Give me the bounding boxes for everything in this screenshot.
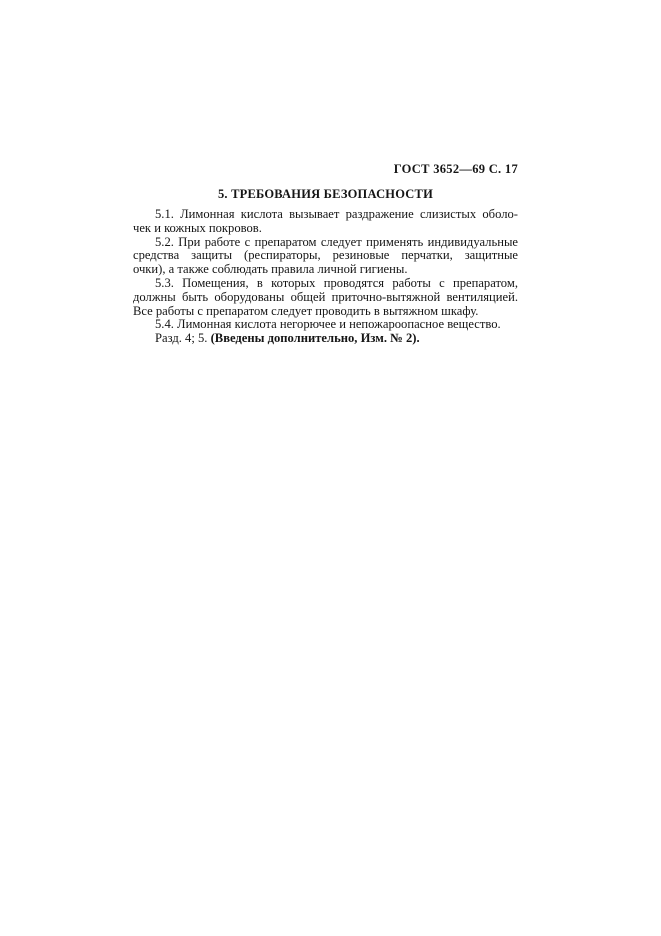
paragraph xyxy=(133,318,518,332)
page-content xyxy=(133,162,518,346)
document-body xyxy=(133,208,518,346)
paragraph-line: должны быть оборудованы общей приточно-вытяжной вентиляцией. xyxy=(133,289,518,304)
closing-line-regular: Разд. 4; 5. xyxy=(155,331,211,346)
paragraph-line: 5.2. При работе с препаратом следует применять индивидуальные xyxy=(155,234,518,249)
paragraph-line: 5.1. Лимонная кислота вызывает раздражение слизистых оболо- xyxy=(155,207,518,221)
closing-line-bold: (Введены дополнительно, Изм. № 2). xyxy=(210,331,420,346)
paragraph-line: средства защиты (респираторы, резиновые перчатки, защитные xyxy=(133,248,518,263)
paragraphs-container xyxy=(133,208,518,332)
paragraph xyxy=(133,277,518,318)
paragraph-line: Все работы с препаратом следует проводить в вытяжном шкафу. xyxy=(133,303,479,318)
paragraph-line: 5.3. Помещения, в которых проводятся работы с препаратом, xyxy=(155,275,518,290)
paragraph-line: очки), а также соблюдать правила личной гигиены. xyxy=(133,262,408,277)
page-header: ГОСТ 3652—69 С. 17 xyxy=(393,162,518,176)
closing-line xyxy=(133,332,518,346)
paragraph xyxy=(133,236,518,277)
section-heading: 5. ТРЕБОВАНИЯ БЕЗОПАСНОСТИ xyxy=(217,187,433,201)
paragraph xyxy=(133,208,518,236)
paragraph-line: 5.4. Лимонная кислота негорючее и непожароопасное вещество. xyxy=(155,317,501,332)
paragraph-line: чек и кожных покровов. xyxy=(133,220,262,235)
